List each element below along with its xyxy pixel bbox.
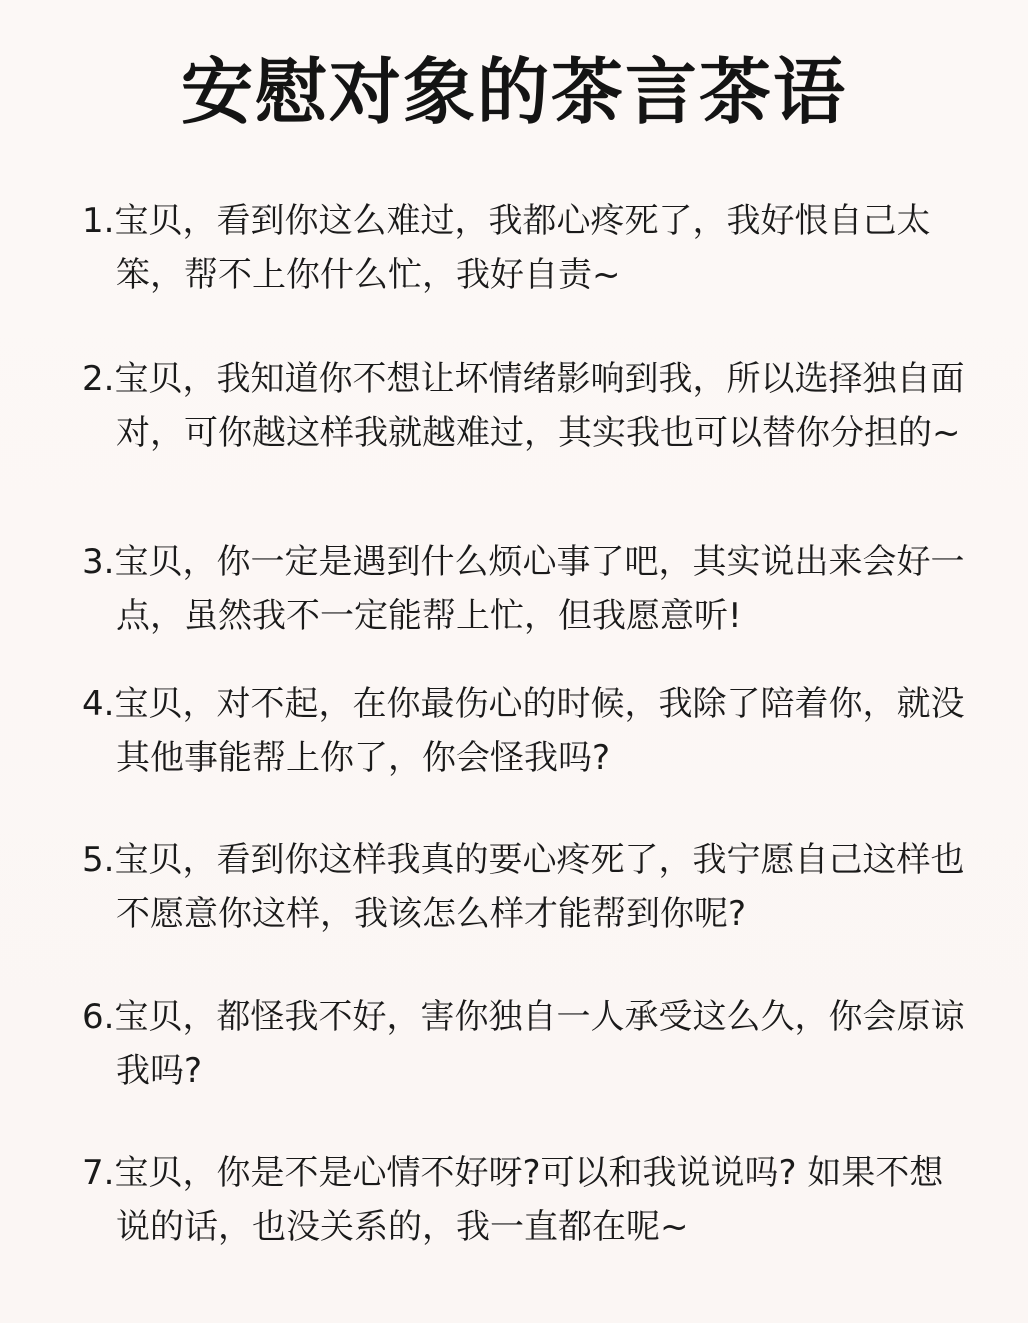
list-item-1: 1.宝贝，看到你这么难过，我都心疼死了，我好恨自己太笨，帮不上你什么忙，我好自责~: [82, 201, 931, 295]
list-item-3: 3.宝贝，你一定是遇到什么烦心事了吧，其实说出来会好一点，虽然我不一定能帮上忙，但我愿意听!: [82, 542, 965, 636]
list-item-7: 7.宝贝，你是不是心情不好呀?可以和我说说吗? 如果不想说的话，也没关系的，我一直都在呢~: [82, 1153, 944, 1247]
list-item-2: 2.宝贝，我知道你不想让坏情绪影响到我，所以选择独自面对，可你越这样我就越难过，其实我也可以替你分担的~: [82, 359, 965, 453]
page-title: 安慰对象的茶言茶语: [180, 49, 847, 134]
list-item-4: 4.宝贝，对不起，在你最伤心的时候，我除了陪着你，就没其他事能帮上你了，你会怪我吗?: [82, 684, 965, 778]
list-item-5: 5.宝贝，看到你这样我真的要心疼死了，我宁愿自己这样也不愿意你这样，我该怎么样才能帮到你呢?: [82, 840, 965, 934]
list-item-6: 6.宝贝，都怪我不好，害你独自一人承受这么久，你会原谅我吗?: [82, 997, 965, 1091]
